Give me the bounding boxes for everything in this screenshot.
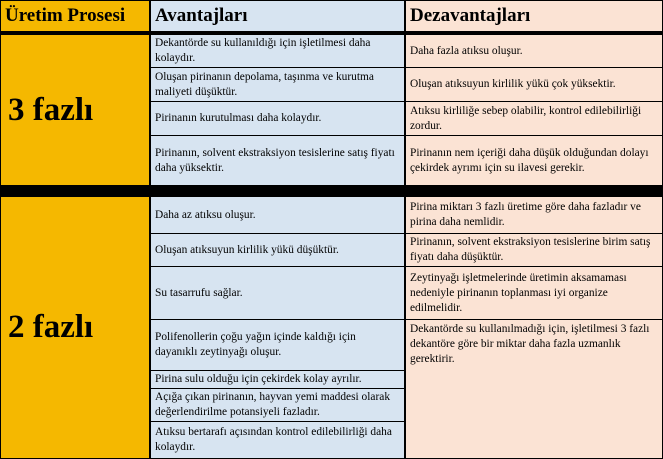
three-phase-advantage (151, 68, 404, 101)
header-process: Üretim Prosesi (1, 1, 149, 31)
two-phase-advantage-text: Pirina sulu olduğu için çekirdek kolay ayrılır. (155, 373, 362, 385)
two-phase-advantage (151, 197, 404, 233)
three-phase-advantage (151, 136, 404, 185)
two-phase-disadvantage-text: Dekantörde su kullanılmadığı için, işletilmesi 3 fazlı dekantöre göre bir miktar daha fazla uzmanlık gerektirir. (410, 323, 650, 365)
three-phase-disadvantage-text: Pirinanın nem içeriği daha düşük olduğundan dolayı çekirdek ayrımı için su ilavesi gerekir. (410, 146, 649, 174)
two-phase-advantage (151, 389, 404, 421)
process-3-phase (1, 35, 149, 185)
header-disadvantages: Dezavantajları (406, 1, 662, 31)
three-phase-disadvantage-text: Atıksu kirliliğe sebep olabilir, kontrol edilebilirliği zordur. (410, 104, 642, 132)
two-phase-advantage-text: Su tasarrufu sağlar. (155, 286, 243, 299)
two-phase-advantage (151, 234, 404, 266)
three-phase-advantage-text: Dekantörde su kullanıldığı için işletilmesi daha kolaydır. (155, 37, 371, 64)
two-phase-advantage (151, 371, 404, 388)
three-phase-disadvantage (406, 102, 662, 135)
two-phase-disadvantage-text: Zeytinyağı işletmelerinde üretimin aksamaması nedeniyle pirinanın toplanması iyi organize edilmelidir. (410, 271, 627, 314)
three-phase-advantage-text: Pirinanın, solvent ekstraksiyon tesislerine satış fiyatı daha yüksektir. (155, 146, 395, 174)
two-phase-advantage (151, 267, 404, 319)
three-phase-advantage (151, 102, 404, 135)
two-phase-disadvantage-text: Pirinanın, solvent ekstraksiyon tesislerine birim satış fiyatı daha düşüktür. (410, 236, 651, 263)
two-phase-advantage-text: Açığa çıkan pirinanın, hayvan yemi maddesi olarak değerlendirilme potansiyeli fazladır. (155, 391, 391, 418)
two-phase-advantage-text: Oluşan atıksuyun kirlilik yükü düşüktür. (155, 243, 339, 256)
three-phase-disadvantage (406, 136, 662, 185)
process-3-phase-label: 3 fazlı (8, 91, 94, 128)
three-phase-advantage (151, 35, 404, 67)
three-phase-disadvantage-text: Oluşan atıksuyun kirlilik yükü çok yüksektir. (410, 78, 616, 90)
three-phase-disadvantage (406, 35, 662, 67)
three-phase-advantage-text: Pirinanın kurutulması daha kolaydır. (155, 112, 322, 124)
two-phase-advantage-text: Atıksu bertarafı açısından kontrol edilebilirliği daha kolaydır. (155, 426, 392, 453)
process-2-phase-label: 2 fazlı (8, 309, 94, 345)
two-phase-advantage-text: Daha az atıksu oluşur. (155, 208, 256, 221)
two-phase-disadvantage (406, 197, 662, 233)
header-advantages: Avantajları (151, 1, 404, 31)
three-phase-advantage-text: Oluşan pirinanın depolama, taşınma ve kurutma maliyeti düşüktür. (155, 70, 374, 98)
two-phase-advantage (151, 320, 404, 370)
two-phase-disadvantage-text: Pirina miktarı 3 fazlı üretime göre daha fazladır ve pirina daha nemlidir. (410, 201, 641, 228)
three-phase-disadvantage-text: Daha fazla atıksu oluşur. (410, 44, 523, 57)
two-phase-disadvantage (406, 234, 662, 266)
two-phase-advantage-text: Polifenollerin çoğu yağın içinde kaldığı için dayanıklı zeytinyağı oluşur. (155, 331, 356, 358)
two-phase-disadvantage (406, 320, 662, 458)
process-2-phase (1, 197, 149, 458)
two-phase-disadvantage (406, 267, 662, 319)
two-phase-advantage (151, 422, 404, 458)
three-phase-disadvantage (406, 68, 662, 101)
